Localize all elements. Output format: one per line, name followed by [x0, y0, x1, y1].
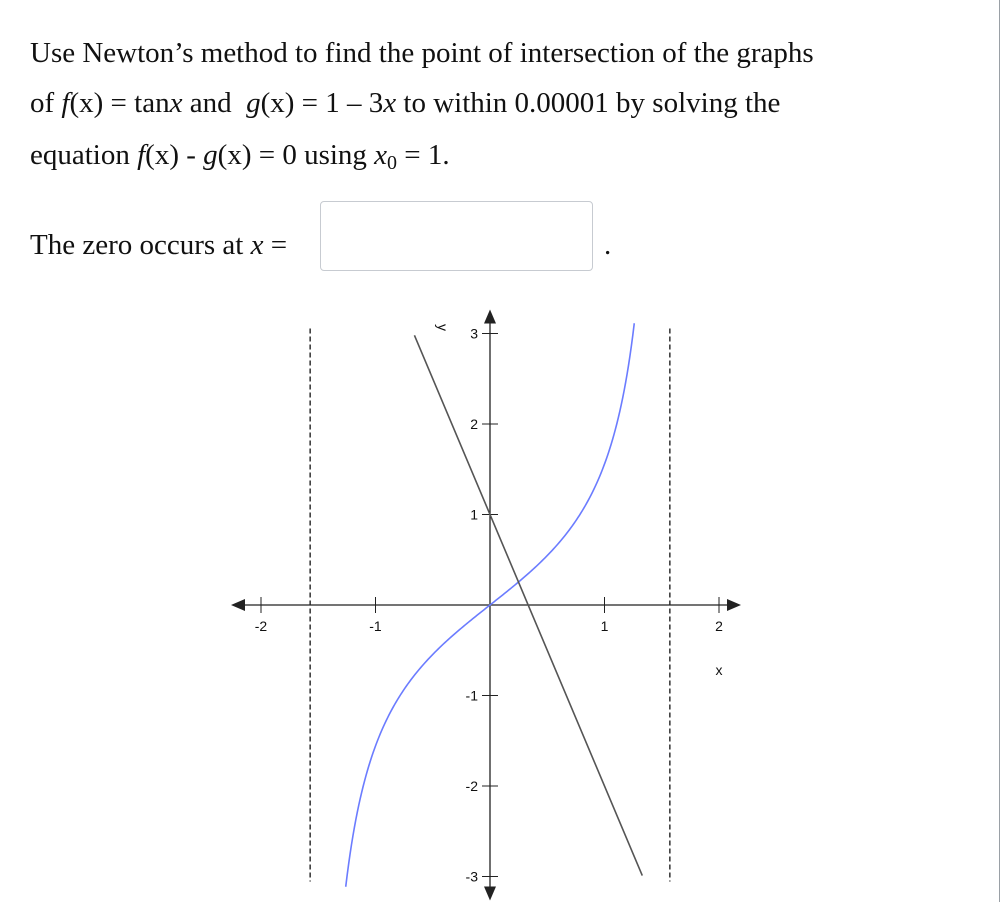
q3-fx: (x) -: [145, 139, 196, 171]
q3-f: f: [137, 139, 146, 171]
q2-rest: to within 0.00001 by solving the: [403, 87, 781, 119]
y-tick-label: -1: [465, 687, 478, 704]
x-axis-label: x: [715, 662, 723, 678]
answer-prefix: The zero occurs at: [30, 229, 244, 261]
q3-equation: equation: [30, 139, 130, 171]
y-tick-label: -3: [465, 868, 478, 885]
y-axis-arrow-down: [484, 887, 496, 901]
q3-eq: = 1.: [404, 139, 450, 171]
y-tick-label: 2: [470, 416, 478, 432]
q2-x2: x: [383, 87, 397, 119]
q2-g: g: [246, 87, 261, 119]
y-axis-label: y: [435, 324, 451, 331]
y-axis-arrow-up: [484, 310, 496, 324]
answer-eq: =: [270, 229, 288, 261]
x-axis-arrow-left: [231, 599, 245, 611]
answer-period: .: [604, 229, 612, 261]
answer-var: x: [250, 229, 264, 261]
q2-fx-eq: (x) = tan: [69, 87, 170, 119]
x-tick-label: 1: [600, 618, 609, 634]
y-tick-label: -2: [465, 778, 478, 794]
y-tick-label: 1: [470, 506, 478, 523]
q2-f: f: [61, 87, 70, 119]
x-axis-arrow-right: [727, 599, 741, 611]
x-tick-label: -1: [369, 618, 382, 634]
x-tick-label: 2: [715, 618, 723, 634]
q2-gx: (x) = 1 – 3: [260, 87, 384, 119]
q3-sub0: 0: [387, 152, 398, 174]
q3-x0: x: [374, 139, 388, 171]
q2-and: and: [189, 87, 232, 119]
y-tick-label: 3: [470, 325, 478, 342]
q3-gx: (x) = 0 using: [217, 139, 367, 171]
q3-g: g: [203, 139, 218, 171]
x-tick-label: -2: [254, 618, 268, 634]
question-text-1: Use Newton’s method to find the point of intersection of the graphs: [30, 37, 814, 69]
q2-of: of: [30, 87, 55, 119]
q2-x1: x: [169, 87, 183, 119]
